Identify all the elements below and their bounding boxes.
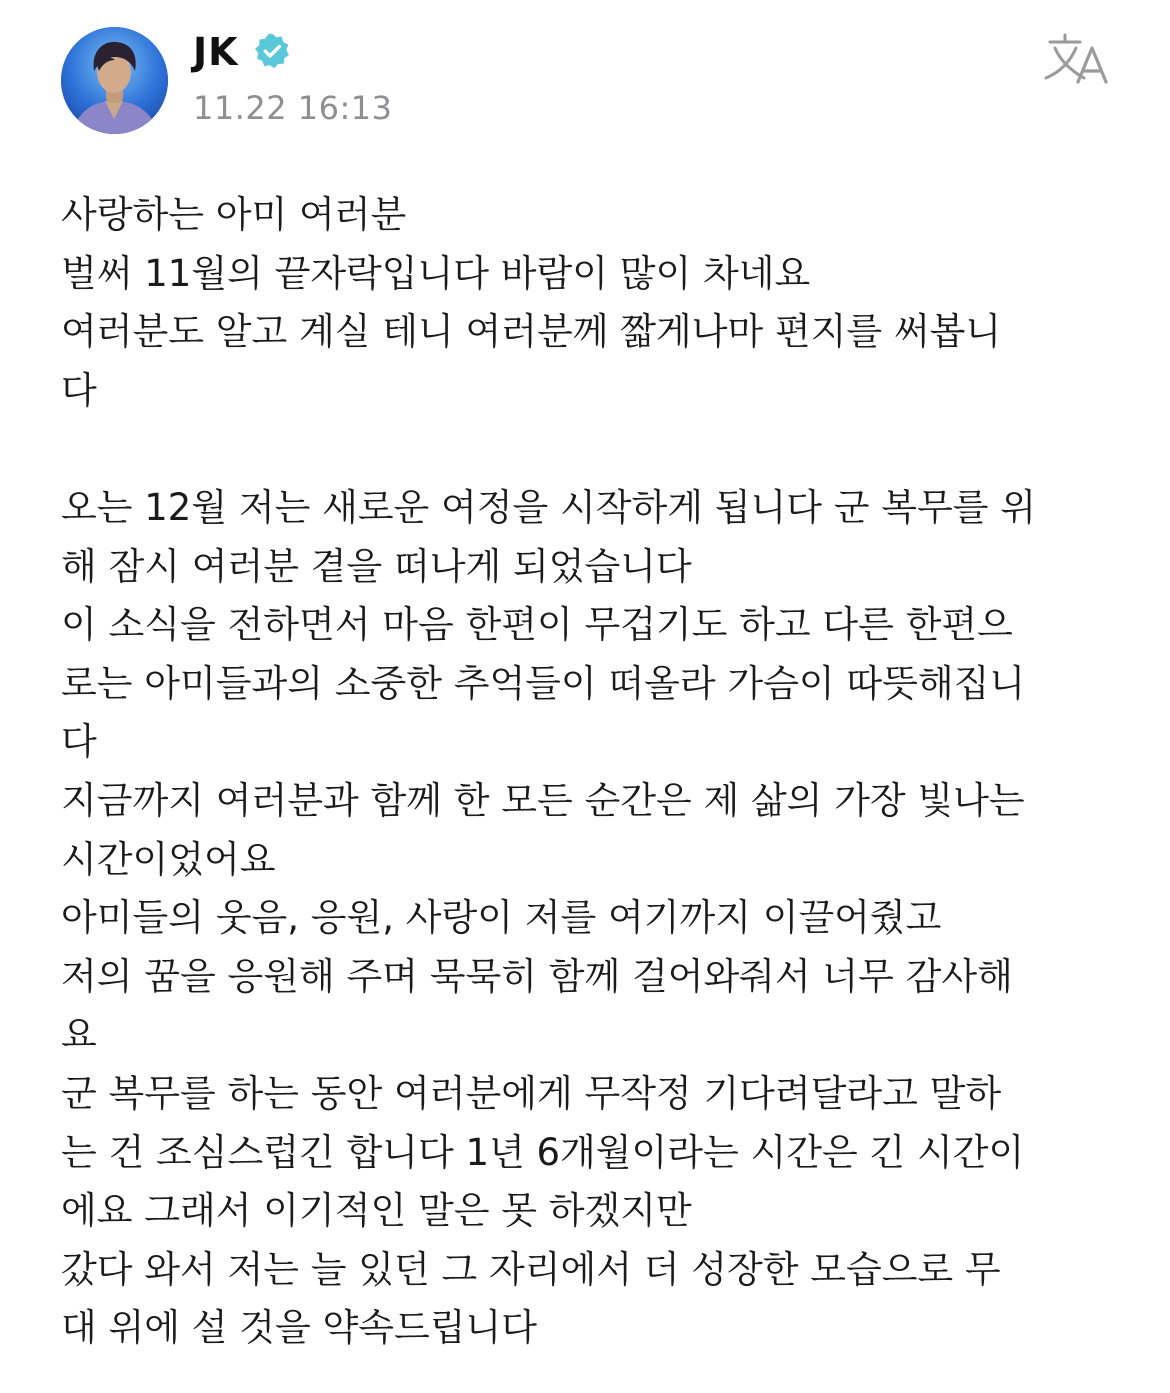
verified-badge-icon [253,32,291,70]
post-line: 시간이었어요 [61,837,276,881]
avatar-image [61,27,168,134]
translate-button[interactable] [1040,30,1116,90]
post-line: 다 [61,368,97,412]
post-line: 대 위에 설 것을 약속드립니다 [61,1306,537,1350]
post-line: 저의 꿈을 응원해 주며 묵묵히 함께 걸어와줘서 너무 감사해 [61,954,1013,998]
post-line: 군 복무를 하는 동안 여러분에게 무작정 기다려달라고 말하 [61,1071,1002,1115]
post-line-blank [61,420,1121,479]
post-line: 에요 그래서 이기적인 말은 못 하겠지만 [61,1189,692,1233]
post-line: 이 소식을 전하면서 마음 한편이 무겁기도 하고 다른 한편으 [61,603,1013,647]
post-timestamp: 11.22 16:13 [193,89,393,127]
post-header [0,0,1170,140]
post-line: 는 건 조심스럽긴 합니다 1년 6개월이라는 시간은 긴 시간이 [61,1130,1025,1174]
translate-icon [1040,30,1116,90]
avatar[interactable] [61,27,168,134]
post-line: 다 [61,720,97,764]
post-line: 아미들의 웃음, 응원, 사랑이 저를 여기까지 이끌어줬고 [61,896,942,940]
author-name[interactable]: JK [193,30,239,74]
post-line: 갔다 와서 저는 늘 있던 그 자리에서 더 성장한 모습으로 무 [61,1247,1001,1291]
post-line: 사랑하는 아미 여러분 [61,193,407,236]
post-line: 요 [61,1013,97,1057]
post-line: 오는 12월 저는 새로운 여정을 시작하게 됩니다 군 복무를 위 [61,485,1036,529]
post-line: 지금까지 여러분과 함께 한 모든 순간은 제 삶의 가장 빛나는 [61,778,1025,822]
post-line: 여러분도 알고 계실 테니 여러분께 짧게나마 편지를 써봅니 [61,310,1002,354]
post-line: 해 잠시 여러분 곁을 떠나게 되었습니다 [61,544,692,588]
post-line: 로는 아미들과의 소중한 추억들이 떠올라 가슴이 따뜻해집니 [61,661,1026,705]
post-body [61,186,1121,1358]
post-line: 벌써 11월의 끝자락입니다 바람이 많이 차네요 [61,251,811,295]
